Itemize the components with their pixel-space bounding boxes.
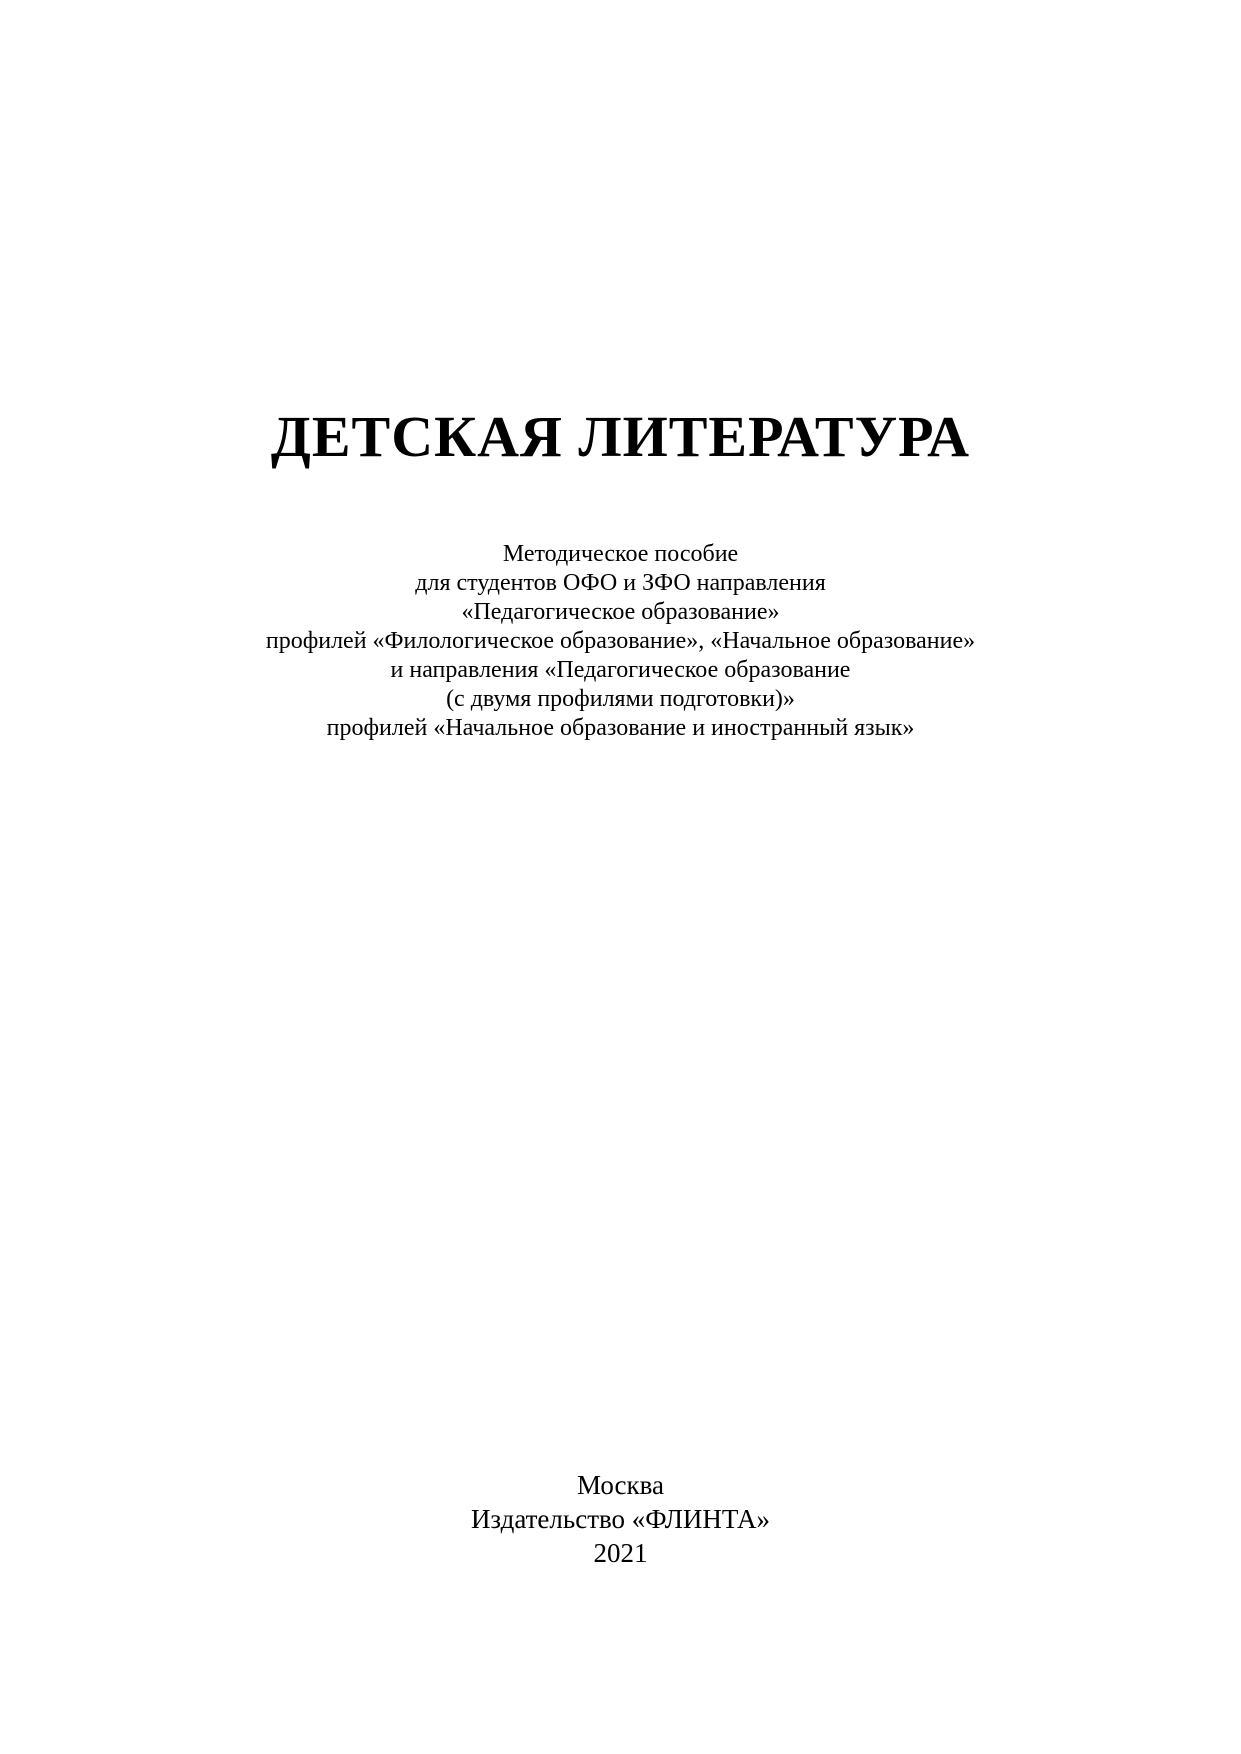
imprint-publisher: Издательство «ФЛИНТА» (470, 1504, 771, 1534)
description-line: профилей «Филологическое образование», «Начальное образование» (265, 628, 976, 654)
description-line: профилей «Начальное образование и иностранный язык» (326, 715, 915, 741)
description-line: и направления «Педагогическое образование (390, 657, 851, 683)
description-line: Методическое пособие (502, 541, 739, 567)
imprint-city: Москва (577, 1470, 664, 1500)
description-line: (с двумя профилями подготовки)» (446, 686, 795, 712)
book-title: ДЕТСКАЯ ЛИТЕРАТУРА (270, 404, 971, 469)
imprint-year: 2021 (593, 1538, 648, 1568)
imprint (0, 1468, 1241, 1570)
description-line: для студентов ОФО и ЗФО направления (415, 570, 826, 596)
description-line: «Педагогическое образование» (461, 599, 780, 625)
book-description (0, 540, 1241, 743)
